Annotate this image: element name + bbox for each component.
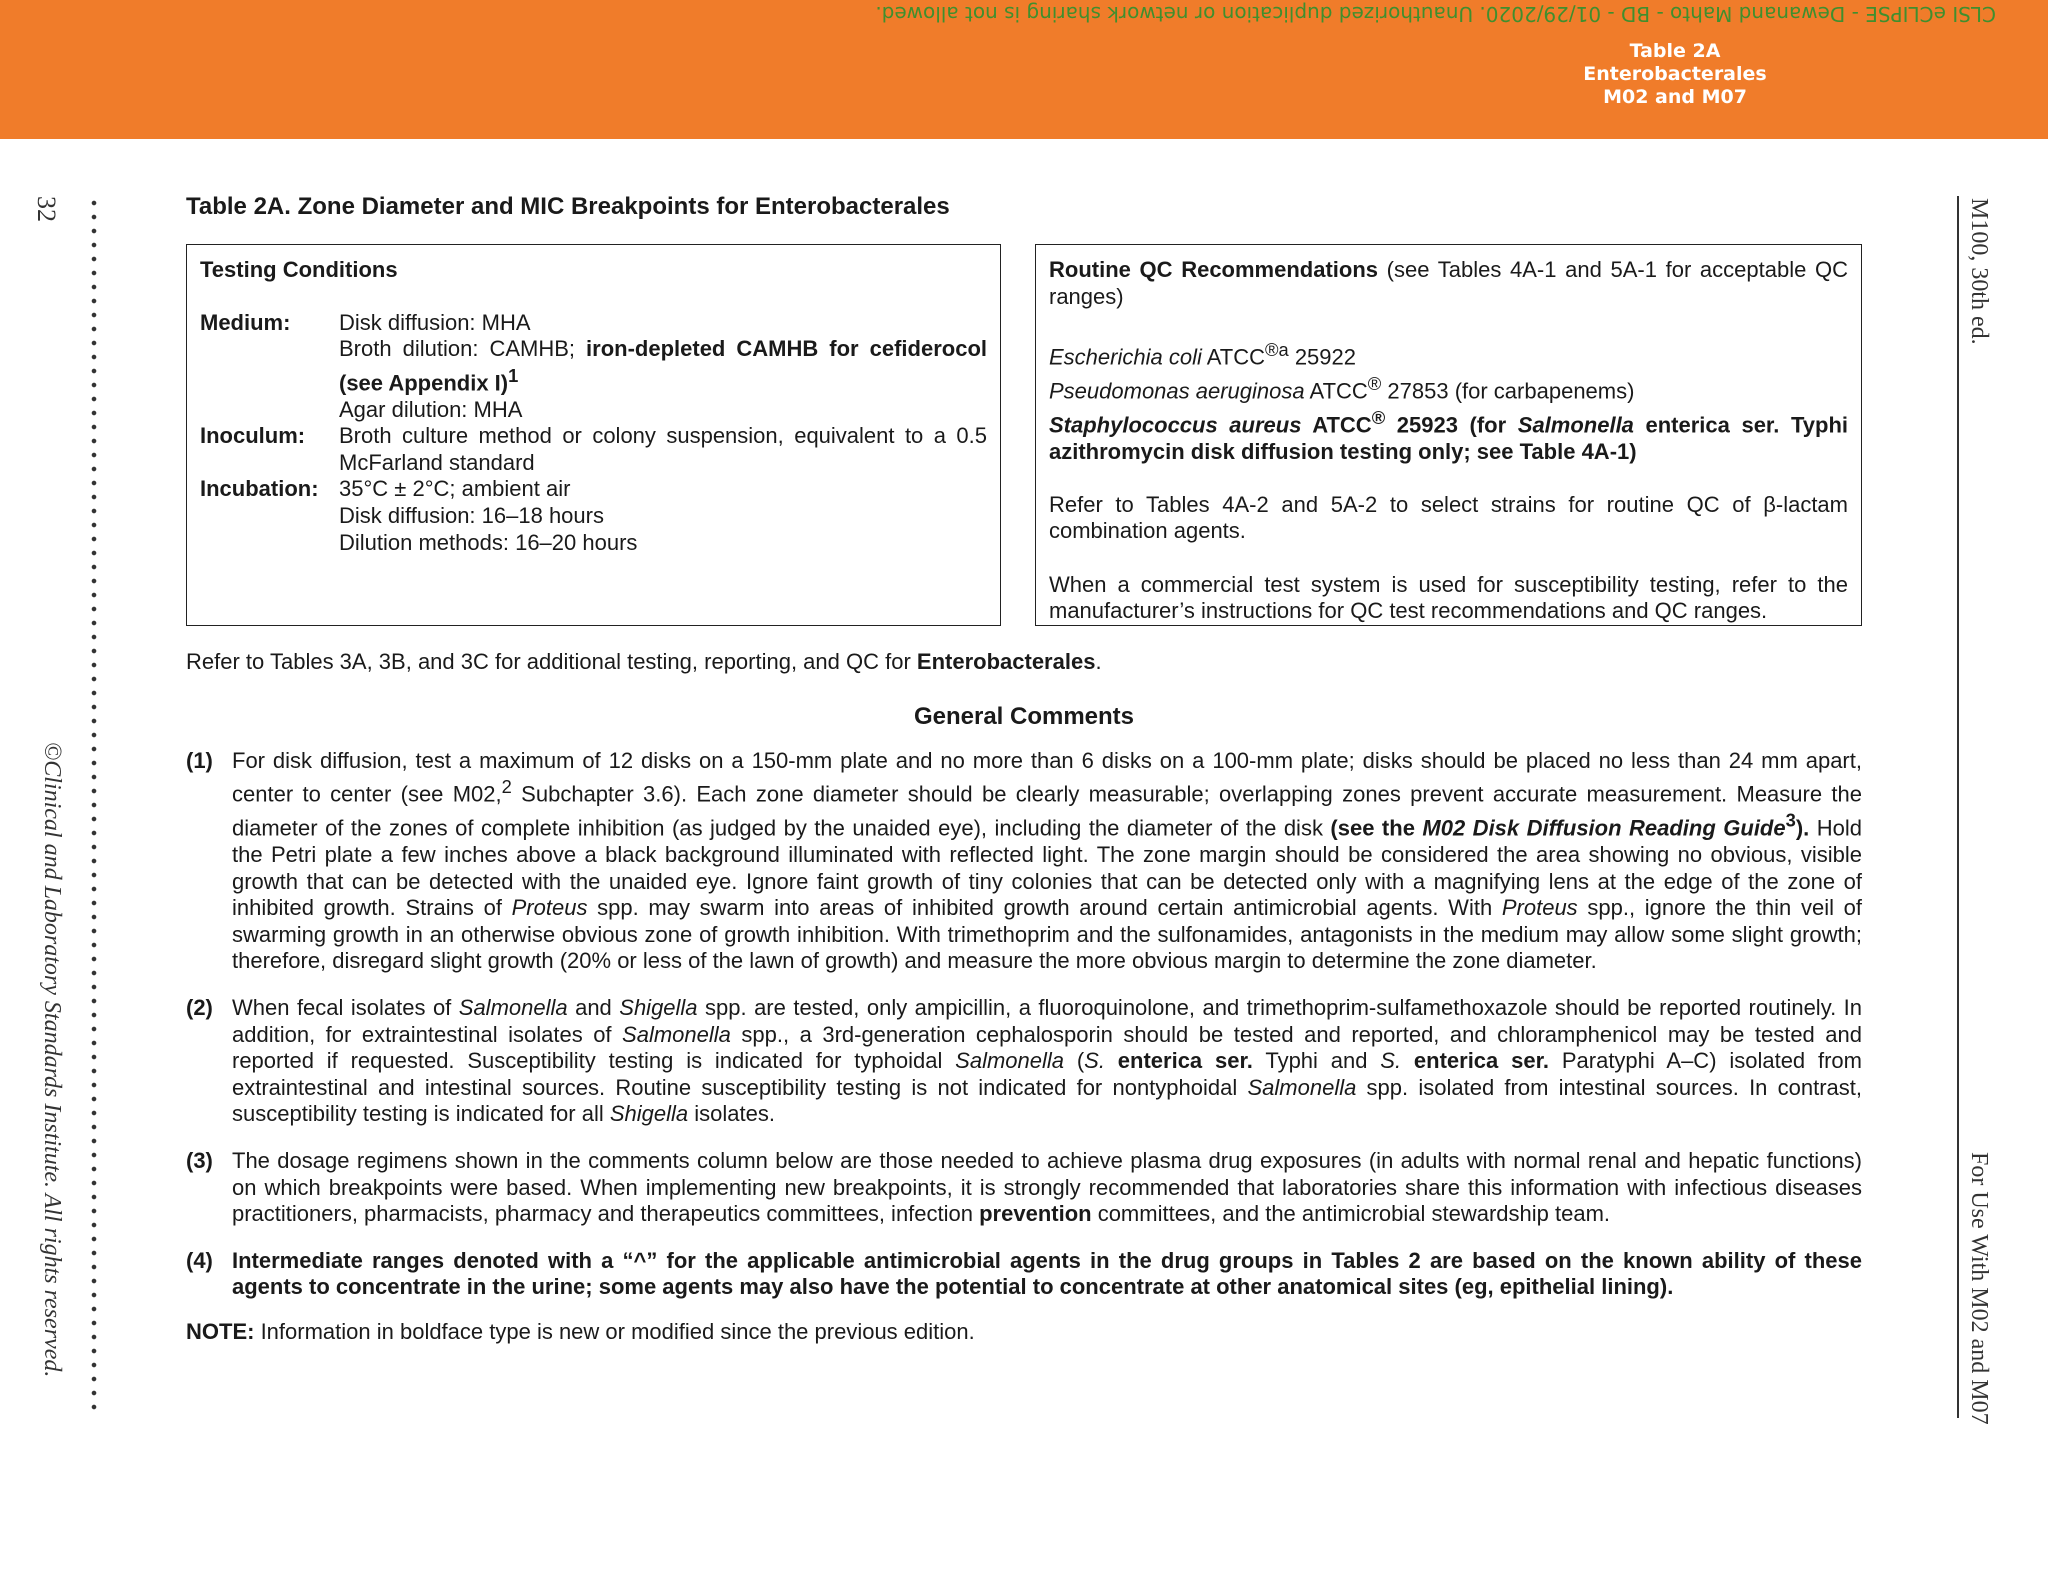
qc-heading-rest: (see Tables 4A-1 and 5A-1 for acceptable QC ranges) (1049, 257, 1849, 309)
incubation-dilution: Dilution methods: 16–20 hours (339, 529, 638, 555)
note-text: Information in boldface type is new or modified since the previous edition. (254, 1318, 975, 1344)
comment-number: (1) (186, 747, 213, 773)
strain-name: Staphylococcus aureus (1049, 411, 1302, 437)
comment-run: spp. isolated from intestinal sources. In contrast, susceptibility testing is indicated for all (232, 1074, 1863, 1127)
qc-heading (1049, 257, 1848, 310)
comment-italic: Salmonella (1247, 1074, 1357, 1100)
medium-label: Medium: (200, 309, 291, 335)
medium-broth (339, 336, 987, 397)
medium-broth-text: Broth dilution: CAMHB; (339, 336, 587, 362)
strain-sup: ® (1367, 372, 1382, 394)
comment-italic: S. (1380, 1048, 1402, 1074)
incubation-label: Incubation: (200, 476, 319, 502)
comment-number: (3) (186, 1147, 213, 1173)
comment-run: spp. are tested, only ampicillin, a fluoroquinolone, and trimethoprim-sulfamethoxazole should be reported routinely. In addition, for extraintestinal isolates of (232, 995, 1862, 1047)
refer-tables-note (186, 649, 1862, 676)
testing-conditions-table (200, 310, 987, 557)
strain-sup: ® (1371, 406, 1386, 428)
comment-number: (4) (186, 1247, 213, 1273)
comment-run: and (567, 995, 620, 1020)
comment-number: (2) (186, 995, 213, 1020)
refer-end: . (1095, 649, 1102, 674)
comment-bold-italic: M02 Disk Diffusion Reading Guide (1422, 815, 1786, 841)
medium-disk: Disk diffusion: MHA (339, 309, 531, 335)
copyright-notice: ©Clinical and Laboratory Standards Institute. All rights reserved. (39, 742, 65, 1378)
refer-bold: Enterobacterales (916, 649, 1096, 674)
testing-conditions-heading: Testing Conditions (200, 257, 398, 282)
comment-italic: Proteus (1501, 895, 1578, 921)
comment-bold: enterica ser. (1104, 1048, 1253, 1074)
incubation-temp: 35°C ± 2°C; ambient air (339, 476, 571, 502)
comment-run: Typhi and (1252, 1048, 1381, 1074)
comment-4 (186, 1248, 1862, 1301)
tab-label-standards: M02 and M07 (1603, 86, 1747, 108)
general-comments-title: General Comments (913, 702, 1135, 730)
strain-atcc: ATCC (1304, 378, 1368, 404)
tab-label-table: Table 2A (1629, 40, 1721, 62)
comment-3 (186, 1148, 1862, 1228)
medium-agar: Agar dilution: MHA (339, 396, 523, 422)
medium-broth-bold: iron-depleted CAMHB for cefiderocol (see Appendix I) (339, 336, 987, 396)
qc-strain-paeruginosa (1049, 371, 1848, 405)
qc-recommendations-box (1035, 244, 1862, 626)
comment-italic: Shigella (609, 1101, 689, 1127)
edition-note (186, 1319, 1862, 1346)
tab-label-organism: Enterobacterales (1583, 63, 1767, 85)
comment-italic: S. (1084, 1048, 1105, 1074)
medium-value (339, 310, 987, 424)
comment-bold: ). (1795, 815, 1810, 841)
comment-bold: enterica ser. (1401, 1048, 1550, 1074)
inoculum-label: Inoculum: (200, 423, 306, 449)
comment-bold: prevention (979, 1201, 1092, 1227)
incubation-disk: Disk diffusion: 16–18 hours (339, 503, 604, 529)
header-band (0, 0, 2048, 139)
comment-2 (186, 995, 1862, 1128)
license-watermark: CLSI eCLIPSE - Dewanand Mahto - BD - 01/29/2020. Unauthorized duplication or network sharing is not allowed. (875, 2, 1996, 26)
medium-broth-ref: 1 (508, 364, 519, 386)
comment-run: Paratyphi A–C) isolated from extraintestinal and intestinal sources. Routine susceptibility testing is not indicated for nontyphoidal (232, 1048, 1862, 1100)
comment-text (232, 748, 1862, 975)
comment-italic: Salmonella (622, 1021, 731, 1047)
comment-run: ( (1064, 1048, 1085, 1074)
qc-strain-ecoli (1049, 337, 1848, 371)
testing-conditions-box (186, 244, 1001, 626)
refer-text: Refer to Tables 3A, 3B, and 3C for additional testing, reporting, and QC for (186, 649, 917, 674)
note-label: NOTE: (186, 1318, 255, 1344)
comment-run: When fecal isolates of (232, 995, 459, 1020)
qc-strain-saureus (1049, 405, 1848, 466)
comment-text: Intermediate ranges denoted with a “^” for the applicable antimicrobial agents in the drug groups in Tables 2 are based on the known ability of these agents to concentrate in the urine; some agents may also have the potential to concentrate at other anatomical sites (eg, epithelial lining). (232, 1247, 1862, 1300)
strain-usage: enterica ser. Typhi azithromycin disk diffusion testing only; see Table 4A-1) (1049, 411, 1848, 464)
comment-run: spp., a 3rd-generation cephalosporin should be tested and reported, and chloramphenicol may be tested and reported if requested. Susceptibility testing is indicated for typhoidal (232, 1021, 1862, 1074)
comment-1 (186, 748, 1862, 975)
comment-run: isolates. (688, 1101, 775, 1127)
qc-commercial-note: When a commercial test system is used for susceptibility testing, refer to the manufacturer’s instructions for QC test recommendations and QC ranges. (1049, 571, 1848, 624)
edition-label: M100, 30th ed. (1966, 198, 1992, 345)
comment-italic: Proteus (511, 895, 588, 921)
strain-sup: ®a (1265, 338, 1289, 360)
comment-run: committees, and the antimicrobial stewardship team. (1091, 1201, 1611, 1227)
strain-salmonella: Salmonella (1517, 411, 1634, 437)
comment-run: spp., ignore the thin veil of swarming growth in an otherwise obvious zone of growth inhibition. With trimethoprim and the sulfonamides, antagonists in the medium may allow some slight growth; therefore, disregard slight growth (20% or less of the lawn of growth) and measure the more obvious margin to determine the zone diameter. (232, 895, 1862, 974)
comment-text (232, 1148, 1862, 1228)
comment-run: Subchapter 3.6). Each zone diameter should be clearly measurable; overlapping zones prevent accurate measurement. Measure the diameter of the zones of complete inhibition (as judged by the unaided eye), including the diameter of the disk (232, 781, 1863, 841)
info-boxes (186, 244, 1862, 626)
comment-italic: Shigella (619, 995, 698, 1020)
strain-number: 27853 (for carbapenems) (1381, 378, 1635, 404)
comment-run: Hold the Petri plate a few inches above a black background illuminated with reflected light. The zone margin should be considered the area showing no obvious, visible growth that can be detected with the unaided eye. Ignore faint growth of tiny colonies that can be detected only with a magnifying lens at the edge of the zone of inhibited growth. Strains of (232, 815, 1863, 921)
qc-heading-bold: Routine QC Recommendations (1049, 257, 1379, 282)
strain-atcc: ATCC (1301, 411, 1372, 437)
strain-number: 25922 (1288, 344, 1356, 370)
comment-bold: (see the (1330, 815, 1423, 841)
inoculum-value: Broth culture method or colony suspension, equivalent to a 0.5 McFarland standard (339, 423, 987, 475)
strain-name: Escherichia coli (1049, 344, 1202, 370)
incubation-value (339, 476, 987, 556)
table-tab-label (1540, 40, 1810, 109)
comment-italic: Salmonella (955, 1048, 1065, 1074)
page-content (186, 190, 1862, 1346)
comment-ref: 3 (1785, 810, 1796, 832)
comment-run: For disk diffusion, test a maximum of 12 disks on a 150-mm plate and no more than 6 disks on a 100-mm plate; disks should be placed no less than 24 mm apart, center to center (see M02, (232, 747, 1862, 807)
right-margin-rule (1957, 196, 1959, 1418)
qc-combination-note: Refer to Tables 4A-2 and 5A-2 to select strains for routine QC of β-lactam combination agents. (1049, 491, 1848, 544)
for-use-label: For Use With M02 and M07 (1966, 1152, 1992, 1425)
page-title: Table 2A. Zone Diameter and MIC Breakpoints for Enterobacterales (186, 193, 950, 220)
comment-text (232, 995, 1862, 1128)
page-number: 32 (32, 196, 61, 222)
strain-number: 25923 (for (1385, 411, 1518, 437)
strain-atcc: ATCC (1201, 344, 1265, 370)
dotted-margin-rule (90, 196, 98, 1418)
comment-run: spp. may swarm into areas of inhibited growth around certain antimicrobial agents. With (587, 895, 1502, 921)
comment-ref: 2 (501, 776, 512, 798)
comment-run: The dosage regimens shown in the comments column below are those needed to achieve plasma drug exposures (in adults with normal renal and hepatic functions) on which breakpoints were based. When implementing new breakpoints, it is strongly recommended that laboratories share this information with infectious diseases practitioners, pharmacists, pharmacy and therapeutics committees, infection (232, 1147, 1862, 1227)
strain-name: Pseudomonas aeruginosa (1049, 378, 1305, 404)
comment-italic: Salmonella (458, 995, 568, 1020)
